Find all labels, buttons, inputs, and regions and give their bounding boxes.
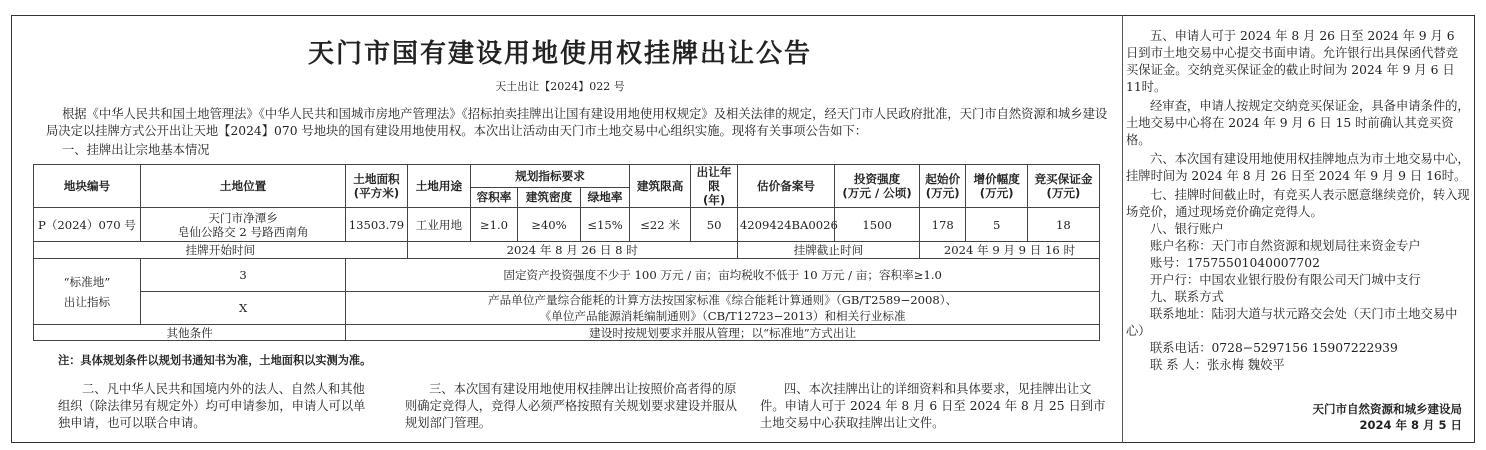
standard-row-code: X	[140, 292, 345, 325]
account-number: 账号：17575501040007702	[1150, 256, 1320, 270]
standard-row-text: 产品单位产量综合能耗的计算方法按国家标准《综合能耗计算通则》（GB/T2589−2008）、 《单位产品能源消耗编制通则》（CB/T12723−2013）和相关行业标准	[346, 292, 1100, 325]
paragraph-3: 三、本次国有建设用地使用权挂牌出让按照价高者得的原则确定竞得人，竞得人必须严格按照有关规划要求建设并服从规划部门管理。	[405, 382, 738, 430]
contact-persons: 联 系 人：张永梅 魏姣平	[1150, 358, 1285, 372]
right-column	[1126, 28, 1470, 374]
header-deposit: 竞买保证金 (万元)	[1027, 165, 1099, 208]
header-use: 土地用途	[407, 165, 471, 208]
cell-increment: 5	[966, 208, 1027, 242]
header-far: 容积率	[471, 187, 518, 207]
header-term: 出让年限 (年)	[691, 165, 738, 208]
header-green: 绿地率	[581, 187, 630, 207]
parcel-table	[33, 164, 1100, 341]
cell-start-price: 178	[919, 208, 966, 242]
table-note: 注：具体规划条件以规划书通知书为准，土地面积以实测为准。	[58, 353, 372, 367]
cell-invest: 1500	[835, 208, 920, 242]
intro-paragraph: 根据《中华人民共和国土地管理法》《中华人民共和国城市房地产管理法》《招标拍卖挂牌出让国有建设用地使用权规定》及相关法律的规定，经天门市人民政府批准，天门市自然资源和城乡建设局决定以挂牌方式公开出让天地【2024】070 号地块的国有建设用地使用权。本次出让活动由天门市土地交易中心组织实施。现将有关事项公告如下：	[46, 107, 1108, 138]
cell-deposit: 18	[1027, 208, 1099, 242]
header-location: 土地位置	[140, 165, 345, 208]
standard-row-code: 3	[140, 259, 345, 292]
contact-phone: 联系电话：0728−5297156 15907222939	[1150, 341, 1398, 355]
section-heading-1: 一、挂牌出让宗地基本情况	[62, 143, 210, 157]
header-start-price: 起始价 (万元)	[919, 165, 966, 208]
account-name: 账户名称：天门市自然资源和规划局往来资金专户	[1150, 239, 1421, 253]
issuer-name: 天门市自然资源和城乡建设局	[1312, 402, 1462, 416]
header-appraisal: 估价备案号	[737, 165, 834, 208]
paragraph-2: 二、凡中华人民共和国境内外的法人、自然人和其他组织（除法律另有规定外）均可申请参加，申请人可以单独申请，也可以联合申请。	[58, 382, 366, 430]
paragraph-9-heading: 九、联系方式	[1150, 290, 1224, 304]
signature-block	[1126, 401, 1462, 433]
cell-area: 13503.79	[346, 208, 407, 242]
header-increment: 增价幅度 (万元)	[966, 165, 1027, 208]
standard-row-text: 固定资产投资强度不少于 100 万元 / 亩；亩均税收不低于 10 万元 / 亩；容积率≥1.0	[346, 259, 1100, 292]
document-number: 天土出让【2024】022 号	[495, 80, 625, 93]
standard-land-label: “标准地” 出让指标	[34, 259, 141, 325]
cell-green: ≤15%	[581, 208, 630, 242]
listing-start-value: 2024 年 8 月 26 日 8 时	[407, 242, 737, 259]
cell-location: 天门市净潭乡 皂仙公路交 2 号路西南角	[140, 208, 345, 242]
issue-date: 2024 年 8 月 5 日	[1359, 418, 1462, 432]
paragraph-6: 六、本次国有建设用地使用权挂牌地点为市土地交易中心，挂牌时间为 2024 年 8 月 26 日至 2024 年 9 月 9 日 16时。	[1126, 152, 1470, 183]
cell-parcel-no: P（2024）070 号	[34, 208, 141, 242]
listing-start-label: 挂牌开始时间	[34, 242, 408, 259]
listing-end-label: 挂牌截止时间	[737, 242, 919, 259]
cell-use: 工业用地	[407, 208, 471, 242]
paragraph-5: 五、申请人可于 2024 年 8 月 26 日至 2024 年 9 月 6 日到市土地交易中心提交书面申请。允许银行出具保函代替竞买保证金。交纳竞买保证金的截止时间为 2024 年 9 月 6 日 11时。	[1126, 29, 1459, 94]
notice-title: 天门市国有建设用地使用权挂牌出让公告	[307, 39, 812, 69]
listing-end-value: 2024 年 9 月 9 日 16 时	[919, 242, 1099, 259]
header-invest: 投资强度 (万元 / 公顷)	[835, 165, 920, 208]
header-area: 土地面积 (平方米)	[346, 165, 407, 208]
cell-far: ≥1.0	[471, 208, 518, 242]
header-height: 建筑限高	[629, 165, 690, 208]
header-density: 建筑密度	[517, 187, 581, 207]
paragraph-5-review: 经审查，申请人按规定交纳竞买保证金，具备申请条件的，土地交易中心将在 2024 年 9 月 6 日 15 时前确认其竞买资格。	[1126, 99, 1470, 147]
contact-address: 联系地址：陆羽大道与状元路交会处（天门市土地交易中心）	[1126, 307, 1458, 338]
cell-appraisal: 4209424BA0026	[737, 208, 834, 242]
cell-height: ≤22 米	[629, 208, 690, 242]
bank-name: 开户行：中国农业银行股份有限公司天门城中支行	[1150, 273, 1421, 287]
cell-density: ≥40%	[517, 208, 581, 242]
other-conditions-label: 其他条件	[34, 325, 346, 341]
cell-term: 50	[691, 208, 738, 242]
paragraph-8-heading: 八、银行账户	[1150, 222, 1224, 236]
column-divider	[1122, 15, 1123, 443]
other-conditions-text: 建设时按规划要求并服从管理；以“标准地”方式出让	[346, 325, 1100, 341]
paragraph-7: 七、挂牌时间截止时，有竞买人表示愿意继续竞价，转入现场竞价，通过现场竞价确定竞得人。	[1126, 188, 1470, 219]
paragraph-4: 四、本次挂牌出让的详细资料和具体要求，见挂牌出让文件。申请人可于 2024 年 8 月 6 日至 2024 年 8 月 25 日到市土地交易中心获取挂牌出让文件。	[760, 382, 1106, 430]
header-plan-group: 规划指标要求	[471, 165, 630, 188]
header-parcel-no: 地块编号	[34, 165, 141, 208]
